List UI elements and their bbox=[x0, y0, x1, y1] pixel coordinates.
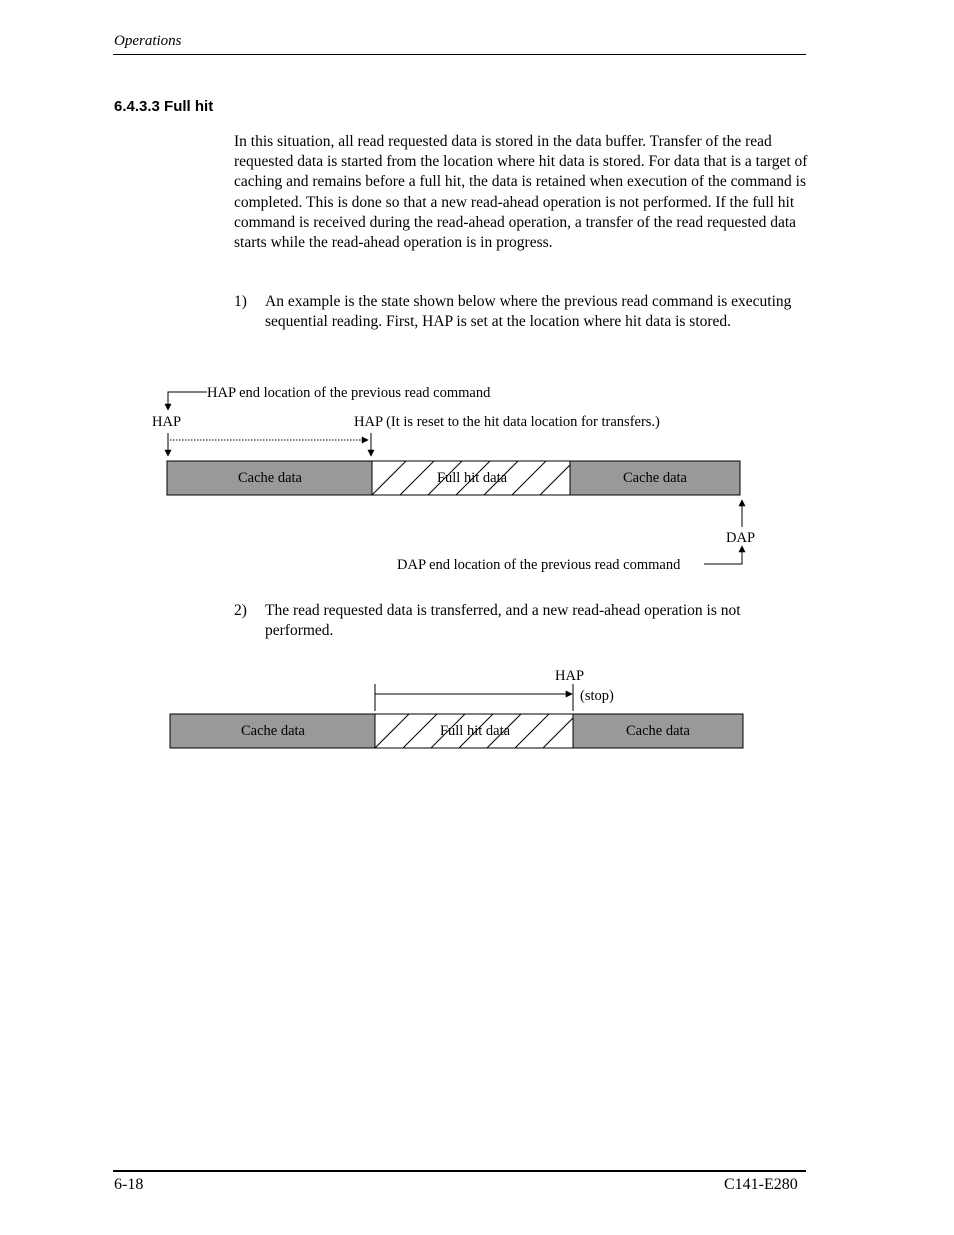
segment-label: Full hit data bbox=[436, 470, 508, 486]
list-item-text: The read requested data is transferred, and a new read-ahead operation is not performed. bbox=[265, 602, 741, 640]
hap-end-label: HAP end location of the previous read command bbox=[207, 385, 491, 401]
segment-label: Cache data bbox=[237, 470, 303, 486]
dap-end-arrow bbox=[704, 546, 742, 564]
list-item-number: 2) bbox=[234, 602, 247, 619]
dap-label: DAP bbox=[726, 530, 756, 546]
document-id: C141-E280 bbox=[724, 1176, 798, 1193]
segment-label: Full hit data bbox=[439, 723, 511, 739]
diagram-1 bbox=[152, 385, 755, 573]
hap-label: HAP bbox=[152, 414, 182, 430]
section-title: 6.4.3.3 Full hit bbox=[114, 98, 214, 115]
segment-label: Cache data bbox=[622, 470, 688, 486]
list-item-number: 1) bbox=[234, 293, 247, 310]
segment-label: Cache data bbox=[625, 723, 691, 739]
hap-label: HAP bbox=[555, 668, 585, 684]
intro-paragraph: In this situation, all read requested data is stored in the data buffer. Transfer of the read requested data is started from the location where hit data is stored. For data that is a target of caching and remains before a full hit, the data is retained when execution of the command is completed. This is done so that a new read-ahead operation is not performed. If the full hit command is received during the read-ahead operation, a transfer of the read requested data starts while the read-ahead operation is in progress. bbox=[234, 133, 808, 252]
list-item-text: An example is the state shown below where the previous read command is executing sequential reading. First, HAP is set at the location where hit data is stored. bbox=[265, 293, 792, 331]
dap-end-label: DAP end location of the previous read command bbox=[397, 557, 681, 573]
hap-end-arrow bbox=[168, 392, 207, 410]
running-header: Operations bbox=[114, 33, 182, 49]
diagram-2 bbox=[170, 668, 743, 748]
page-number: 6-18 bbox=[114, 1176, 144, 1193]
stop-label: (stop) bbox=[580, 688, 614, 704]
segment-label: Cache data bbox=[240, 723, 306, 739]
hap-reset-label: HAP (It is reset to the hit data location for transfers.) bbox=[354, 414, 660, 430]
footer-rule bbox=[113, 1170, 806, 1172]
